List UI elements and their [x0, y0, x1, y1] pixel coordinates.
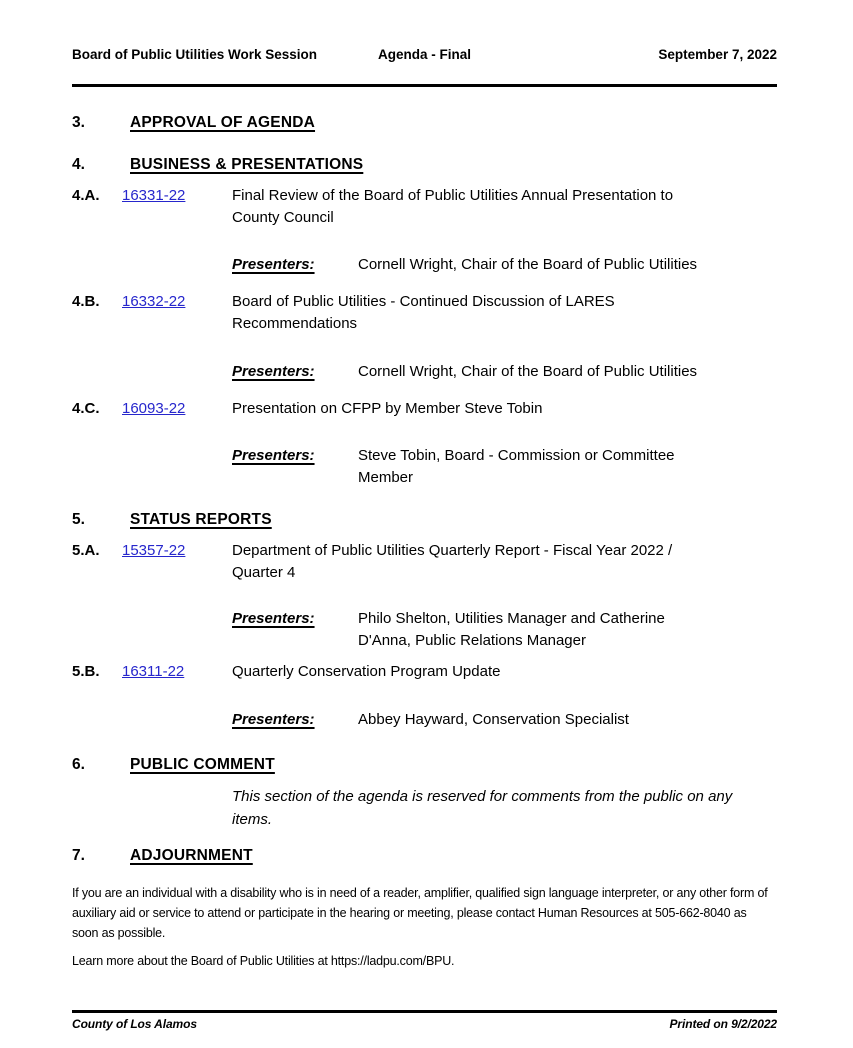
item-number: 4.C.: [72, 400, 100, 417]
footer-org: County of Los Alamos: [72, 1017, 197, 1031]
learn-more-note: Learn more about the Board of Public Utilities at https://ladpu.com/BPU.: [72, 954, 455, 968]
item-description: Quarterly Conservation Program Update: [232, 663, 501, 680]
agenda-item-row-4b: [72, 291, 777, 335]
presenters-names: Abbey Hayward, Conservation Specialist: [358, 711, 629, 728]
presenters-label: Presenters:: [232, 711, 315, 728]
agenda-item-row-5b: [72, 661, 777, 683]
presenters-row-4a: [72, 254, 777, 276]
file-link[interactable]: 16093-22: [122, 400, 186, 417]
agenda-item-row-4c: [72, 398, 777, 420]
section-title: ADJOURNMENT: [130, 847, 253, 864]
section-7-row: [72, 845, 777, 867]
item-description: Board of Public Utilities - Continued Discussion of LARES Recommendations: [232, 293, 615, 332]
agenda-item-row-5a: [72, 540, 777, 584]
section-4-row: [72, 154, 777, 176]
footer-rule: [72, 1010, 777, 1013]
section-title: BUSINESS & PRESENTATIONS: [130, 156, 364, 173]
presenters-label: Presenters:: [232, 363, 315, 380]
header-doc-type: Agenda - Final: [377, 47, 471, 62]
presenters-names: Cornell Wright, Chair of the Board of Public Utilities: [358, 363, 698, 380]
item-description: Department of Public Utilities Quarterly Report - Fiscal Year 2022 / Quarter 4: [232, 542, 673, 581]
presenters-row-4c: [72, 445, 777, 489]
section-6-row: [72, 754, 777, 776]
section-title: APPROVAL OF AGENDA: [130, 114, 316, 131]
file-link[interactable]: 16311-22: [122, 663, 185, 680]
item-number: 4.A.: [72, 187, 100, 204]
item-number: 5.A.: [72, 542, 100, 559]
section-number: 6.: [72, 756, 85, 773]
presenters-names: Philo Shelton, Utilities Manager and Catherine D'Anna, Public Relations Manager: [358, 610, 665, 649]
public-comment-note: This section of the agenda is reserved for comments from the public on any items.: [232, 788, 733, 828]
presenters-names: Cornell Wright, Chair of the Board of Public Utilities: [358, 256, 698, 273]
section-number: 7.: [72, 847, 85, 864]
file-link[interactable]: 15357-22: [122, 542, 186, 559]
item-description: Final Review of the Board of Public Utilities Annual Presentation to County Council: [232, 187, 674, 226]
section-5-row: [72, 509, 777, 531]
header-date: September 7, 2022: [658, 47, 777, 62]
section-3-row: [72, 112, 777, 134]
file-link[interactable]: 16332-22: [122, 293, 186, 310]
footer-printed-date: Printed on 9/2/2022: [669, 1017, 777, 1031]
agenda-item-row-4a: [72, 185, 777, 229]
presenters-row-4b: [72, 361, 777, 383]
header-rule: [72, 84, 777, 87]
presenters-label: Presenters:: [232, 610, 315, 627]
presenters-label: Presenters:: [232, 447, 315, 464]
item-number: 4.B.: [72, 293, 100, 310]
accessibility-note: If you are an individual with a disability who is in need of a reader, amplifier, qualified sign language interpreter, or any other form of auxiliary aid or service to attend or participate in the hearing or meeting, please contact Human Resources at 505-662-8040 as soon as possible.: [72, 886, 768, 940]
presenters-names: Steve Tobin, Board - Commission or Committee Member: [358, 447, 675, 486]
section-number: 4.: [72, 156, 85, 173]
section-number: 5.: [72, 511, 85, 528]
header-title-left: Board of Public Utilities Work Session: [72, 47, 318, 62]
item-description: Presentation on CFPP by Member Steve Tobin: [232, 400, 543, 417]
item-number: 5.B.: [72, 663, 100, 680]
file-link[interactable]: 16331-22: [122, 187, 186, 204]
presenters-label: Presenters:: [232, 256, 315, 273]
public-comment-note-row: [72, 785, 777, 831]
page-footer: [72, 1017, 777, 1031]
presenters-row-5a: [72, 608, 777, 652]
section-title: PUBLIC COMMENT: [130, 756, 275, 773]
section-number: 3.: [72, 114, 85, 131]
presenters-row-5b: [72, 709, 777, 731]
section-title: STATUS REPORTS: [130, 511, 272, 528]
